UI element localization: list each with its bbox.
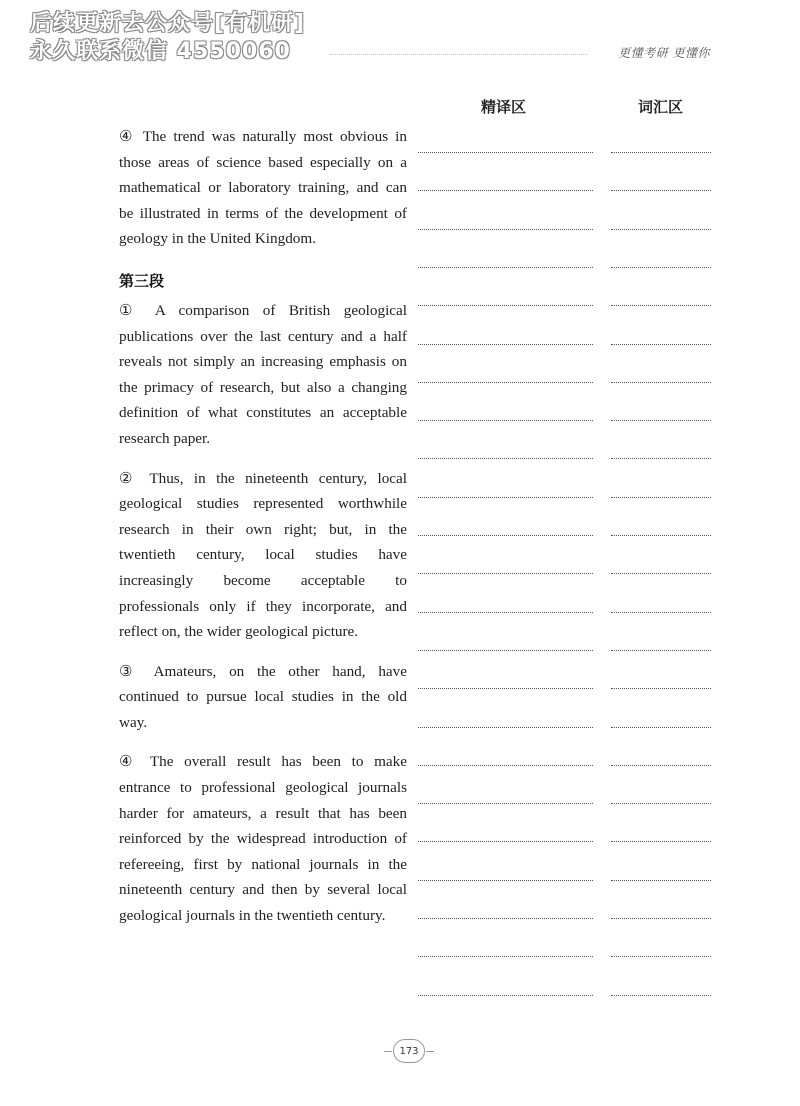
vocabulary-writing-line (611, 344, 711, 345)
translation-writing-line (418, 956, 593, 957)
vocabulary-writing-line (611, 573, 711, 574)
vocabulary-writing-line (611, 229, 711, 230)
paragraph-sentence-2: ② Thus, in the nineteenth century, local geological studies represented worthwhile research in their own right; but, in the twentieth century, local studies have increasingly become acceptable to professionals only if they incorporate, and reflect on, the wider geological picture. (119, 469, 407, 641)
translation-writing-line (418, 727, 593, 728)
vocabulary-writing-line (611, 382, 711, 383)
vocabulary-writing-line (611, 535, 711, 536)
vocabulary-writing-line (611, 880, 711, 881)
vocabulary-writing-line (611, 420, 711, 421)
paragraph-sentence-4-intro: ④ The trend was naturally most obvious in those areas of science based especially on a mathematical or laboratory training, and can be illustrated in terms of the development of geology in the United Kingdom. (119, 128, 407, 248)
vocabulary-writing-line (611, 497, 711, 498)
watermark (30, 10, 305, 66)
vocabulary-writing-line (611, 267, 711, 268)
translation-writing-line (418, 190, 593, 191)
header-tagline: 更懂考研 更懂你 (618, 46, 710, 60)
vocabulary-writing-line (611, 612, 711, 613)
translation-writing-line (418, 420, 593, 421)
paragraph-sentence-3: ③ Amateurs, on the other hand, have continued to pursue local studies in the old way. (119, 662, 407, 731)
translation-writing-line (418, 305, 593, 306)
translation-writing-line (418, 382, 593, 383)
translation-writing-line (418, 458, 593, 459)
translation-writing-line (418, 688, 593, 689)
vocabulary-writing-line (611, 190, 711, 191)
translation-writing-line (418, 573, 593, 574)
vocabulary-column-header: 词汇区 (638, 98, 684, 116)
paragraph-sentence-4: ④ The overall result has been to make entrance to professional geological journals harder for amateurs, a result that has been reinforced by the widespread introduction of refereeing, first by national journals in the nineteenth century and then by several local geological journals in the twentieth century. (119, 753, 407, 925)
translation-writing-line (418, 267, 593, 268)
translation-writing-line (418, 612, 593, 613)
translation-writing-line (418, 918, 593, 919)
paragraph-sentence-1: ① A comparison of British geological publications over the last century and a half reveals not simply an increasing emphasis on the primacy of research, but also a changing definition of what constitutes an acceptable research paper. (119, 301, 407, 447)
vocabulary-writing-line (611, 152, 711, 153)
translation-writing-line (418, 765, 593, 766)
translation-writing-line (418, 995, 593, 996)
vocabulary-writing-line (611, 841, 711, 842)
vocabulary-writing-line (611, 918, 711, 919)
vocabulary-writing-line (611, 956, 711, 957)
vocabulary-writing-line (611, 995, 711, 996)
page-number: 173 (393, 1039, 425, 1063)
watermark-line-2: 永久联系微信 4550060 (30, 39, 291, 64)
translation-writing-line (418, 841, 593, 842)
translation-writing-line (418, 344, 593, 345)
translation-writing-line (418, 650, 593, 651)
translation-writing-line (418, 535, 593, 536)
section-title: 第三段 (119, 271, 165, 290)
vocabulary-writing-line (611, 727, 711, 728)
vocabulary-writing-line (611, 650, 711, 651)
translation-writing-line (418, 880, 593, 881)
translation-writing-line (418, 497, 593, 498)
translation-writing-line (418, 803, 593, 804)
header-rule (330, 54, 588, 55)
vocabulary-writing-line (611, 458, 711, 459)
vocabulary-writing-line (611, 688, 711, 689)
watermark-line-1: 后续更新去公众号[有机研] (30, 11, 306, 36)
translation-writing-line (418, 152, 593, 153)
translation-writing-line (418, 229, 593, 230)
vocabulary-writing-line (611, 305, 711, 306)
vocabulary-writing-line (611, 765, 711, 766)
reading-passage (119, 124, 407, 943)
translation-column-header: 精译区 (481, 98, 527, 116)
vocabulary-writing-line (611, 803, 711, 804)
